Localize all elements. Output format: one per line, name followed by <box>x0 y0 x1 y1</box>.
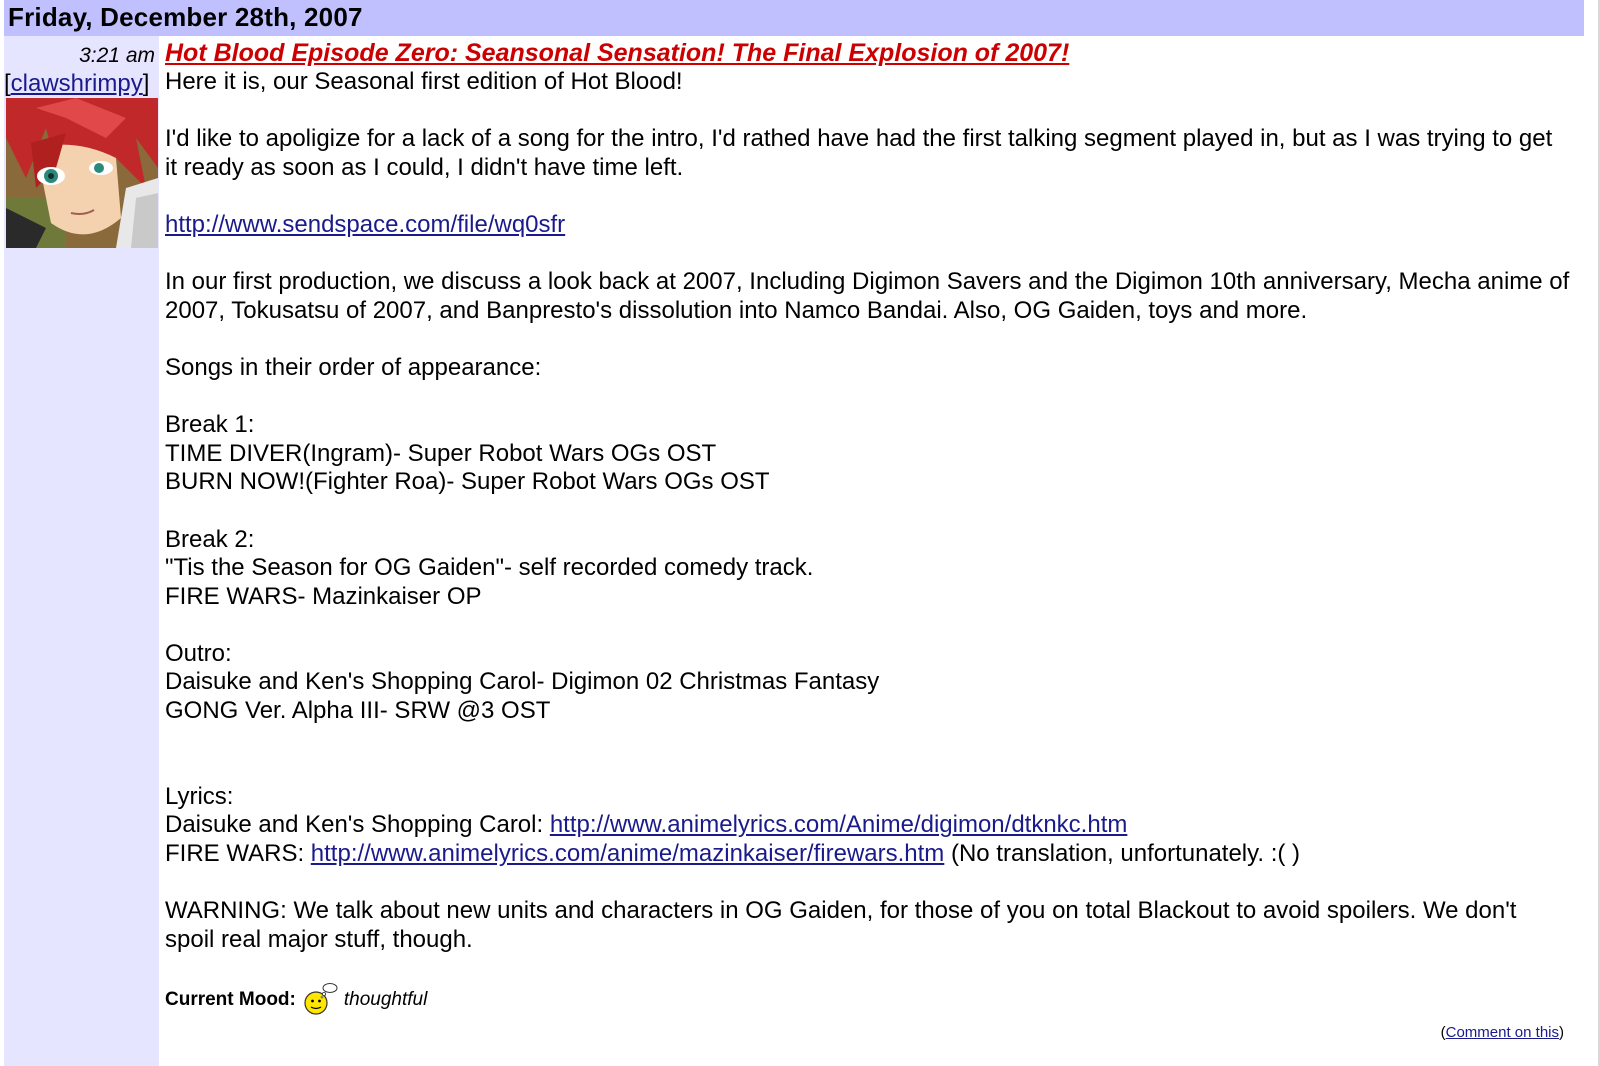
lyrics-link-fire-wars[interactable]: http://www.animelyrics.com/anime/mazinkaiser/firewars.htm <box>310 840 945 868</box>
song-line: BURN NOW!(Fighter Roa)- Super Robot Wars OGs OST <box>165 468 770 496</box>
lyrics-label: FIRE WARS: <box>165 840 311 868</box>
entry-time: 3:21 am <box>79 44 155 67</box>
lyrics-line <box>165 840 1570 869</box>
entry-body <box>165 38 1570 954</box>
lyrics-heading: Lyrics: <box>165 782 234 810</box>
lyrics-line <box>165 811 1570 840</box>
entry-sidebar <box>4 36 159 1066</box>
date-header: Friday, December 28th, 2007 <box>8 2 363 32</box>
mood-value: thoughtful <box>343 989 428 1010</box>
current-mood <box>165 982 427 1018</box>
date-header-bar <box>4 0 1584 36</box>
break1-heading: Break 1: <box>165 411 255 439</box>
comment-link[interactable]: Comment on this <box>1445 1024 1559 1041</box>
mood-label: Current Mood: <box>165 989 296 1010</box>
entry-intro: Here it is, our Seasonal first edition of Hot Blood! <box>165 68 683 95</box>
thoughtful-smiley-icon <box>302 982 338 1018</box>
outro-heading: Outro: <box>165 639 232 667</box>
entry-warning: WARNING: We talk about new units and characters in OG Gaiden, for those of you on total Blackout to avoid spoilers. We don't spoil real major stuff, though. <box>165 897 1517 953</box>
song-line: FIRE WARS- Mazinkaiser OP <box>165 582 482 610</box>
username-link[interactable]: clawshrimpy <box>10 70 143 97</box>
entry-apology: I'd like to apoligize for a lack of a song for the intro, I'd rathed have had the first talking segment played in, but as I was trying to get it ready as soon as I could, I didn't have time left. <box>165 125 1553 181</box>
comment-area: (Comment on this) <box>1440 1024 1564 1041</box>
entry-summary: In our first production, we discuss a look back at 2007, Including Digimon Savers and the Digimon 10th anniversary, Mecha anime of 2007, Tokusatsu of 2007, and Banpresto's dissolution into Namco Bandai. Also, OG Gaiden, toys and more. <box>165 268 1570 324</box>
lyrics-label: Daisuke and Ken's Shopping Carol: <box>165 811 550 839</box>
songs-heading: Songs in their order of appearance: <box>165 353 542 381</box>
avatar-image <box>6 98 158 248</box>
download-link[interactable]: http://www.sendspace.com/file/wq0sfr <box>165 210 566 238</box>
song-line: TIME DIVER(Ingram)- Super Robot Wars OGs OST <box>165 439 717 467</box>
username: [clawshrimpy] <box>4 70 150 97</box>
song-line: GONG Ver. Alpha III- SRW @3 OST <box>165 697 551 725</box>
user-avatar[interactable] <box>6 98 158 248</box>
entry-subject-link[interactable]: Hot Blood Episode Zero: Seansonal Sensation! The Final Explosion of 2007! <box>165 39 1070 67</box>
lyrics-note: (No translation, unfortunately. :( ) <box>944 840 1301 868</box>
song-line: Daisuke and Ken's Shopping Carol- Digimon 02 Christmas Fantasy <box>165 668 880 696</box>
lyrics-link-shopping-carol[interactable]: http://www.animelyrics.com/Anime/digimon/dtknkc.htm <box>549 811 1128 839</box>
song-line: "Tis the Season for OG Gaiden"- self recorded comedy track. <box>165 554 814 582</box>
break2-heading: Break 2: <box>165 525 255 553</box>
